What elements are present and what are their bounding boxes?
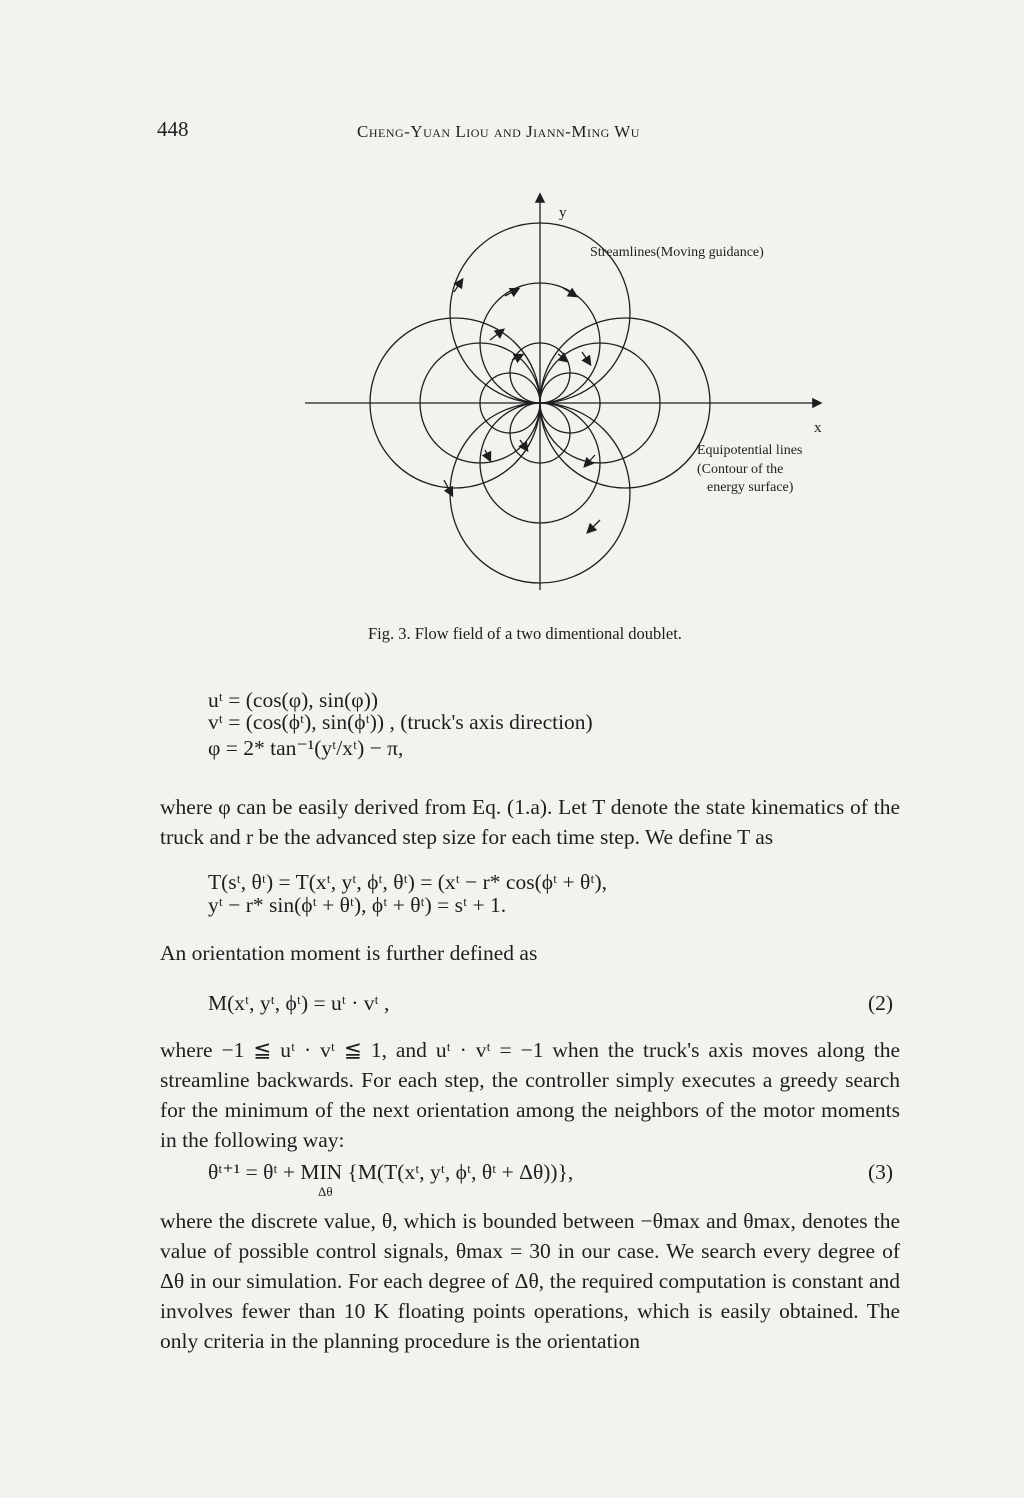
equipotential-label: Equipotential lines — [697, 443, 803, 458]
flow-arrow — [582, 352, 590, 364]
equation-theta: θᵗ⁺¹ = θᵗ + MIN {M(T(xᵗ, yᵗ, ϕᵗ, θᵗ + Δθ))}, — [208, 1160, 574, 1184]
page-number: 448 — [157, 117, 189, 141]
contour-label-line1: (Contour of the — [697, 462, 784, 477]
paragraph: where −1 ≦ uᵗ · vᵗ ≦ 1, and uᵗ · vᵗ = −1 when the truck's axis moves along the streamline backwards. For each step, the controller simply executes a greedy search for the minimum of the next orientation among the neighbors of the motor moments in the following way: — [160, 1038, 900, 1152]
paragraph: An orientation moment is further defined as — [160, 941, 538, 965]
flow-arrow — [485, 450, 490, 460]
equation-v: vᵗ = (cos(ϕᵗ), sin(ϕᵗ)) , (truck's axis direction) — [208, 710, 593, 734]
equation-number: (2) — [868, 991, 894, 1015]
equation-T-line1: T(sᵗ, θᵗ) = T(xᵗ, yᵗ, ϕᵗ, θᵗ) = (xᵗ − r* cos(ϕᵗ + θᵗ), — [208, 870, 607, 894]
equation-u: uᵗ = (cos(φ), sin(φ)) — [208, 688, 379, 712]
flow-arrow — [585, 455, 595, 466]
equation-theta-subscript: Δθ — [318, 1184, 333, 1199]
contour-label-line2: energy surface) — [707, 480, 794, 495]
running-head: Cheng-Yuan Liou and Jiann-Ming Wu — [357, 122, 640, 141]
equation-phi: φ = 2* tan⁻¹(yᵗ/xᵗ) − π, — [208, 736, 404, 760]
figure-caption: Fig. 3. Flow field of a two dimentional doublet. — [368, 624, 682, 643]
doublet-flow-figure — [0, 0, 1024, 660]
paragraph: where the discrete value, θ, which is bounded between −θmax and θmax, denotes the value of possible control signals, θmax = 30 in our case. We search every degree of Δθ in our simulation. For each degree of Δθ, the required computation is constant and involves fewer than 10 K floating points operations, which is easily obtained. The only criteria in the planning procedure is the orientation — [160, 1209, 900, 1353]
x-axis-label: x — [814, 420, 822, 436]
equation-number: (3) — [868, 1160, 894, 1184]
flow-arrow — [490, 330, 503, 340]
equation-M: M(xᵗ, yᵗ, ϕᵗ) = uᵗ · vᵗ , — [208, 991, 390, 1015]
paragraph: where φ can be easily derived from Eq. (1.a). Let T denote the state kinematics of the truck and r be the advanced step size for each time step. We define T as — [160, 795, 900, 849]
streamlines-label: Streamlines(Moving guidance) — [590, 245, 764, 260]
flow-arrow — [588, 520, 600, 532]
equation-T-line2: yᵗ − r* sin(ϕᵗ + θᵗ), ϕᵗ + θᵗ) = sᵗ + 1. — [208, 893, 507, 917]
flow-arrow — [563, 288, 576, 296]
y-axis-label: y — [559, 205, 567, 221]
